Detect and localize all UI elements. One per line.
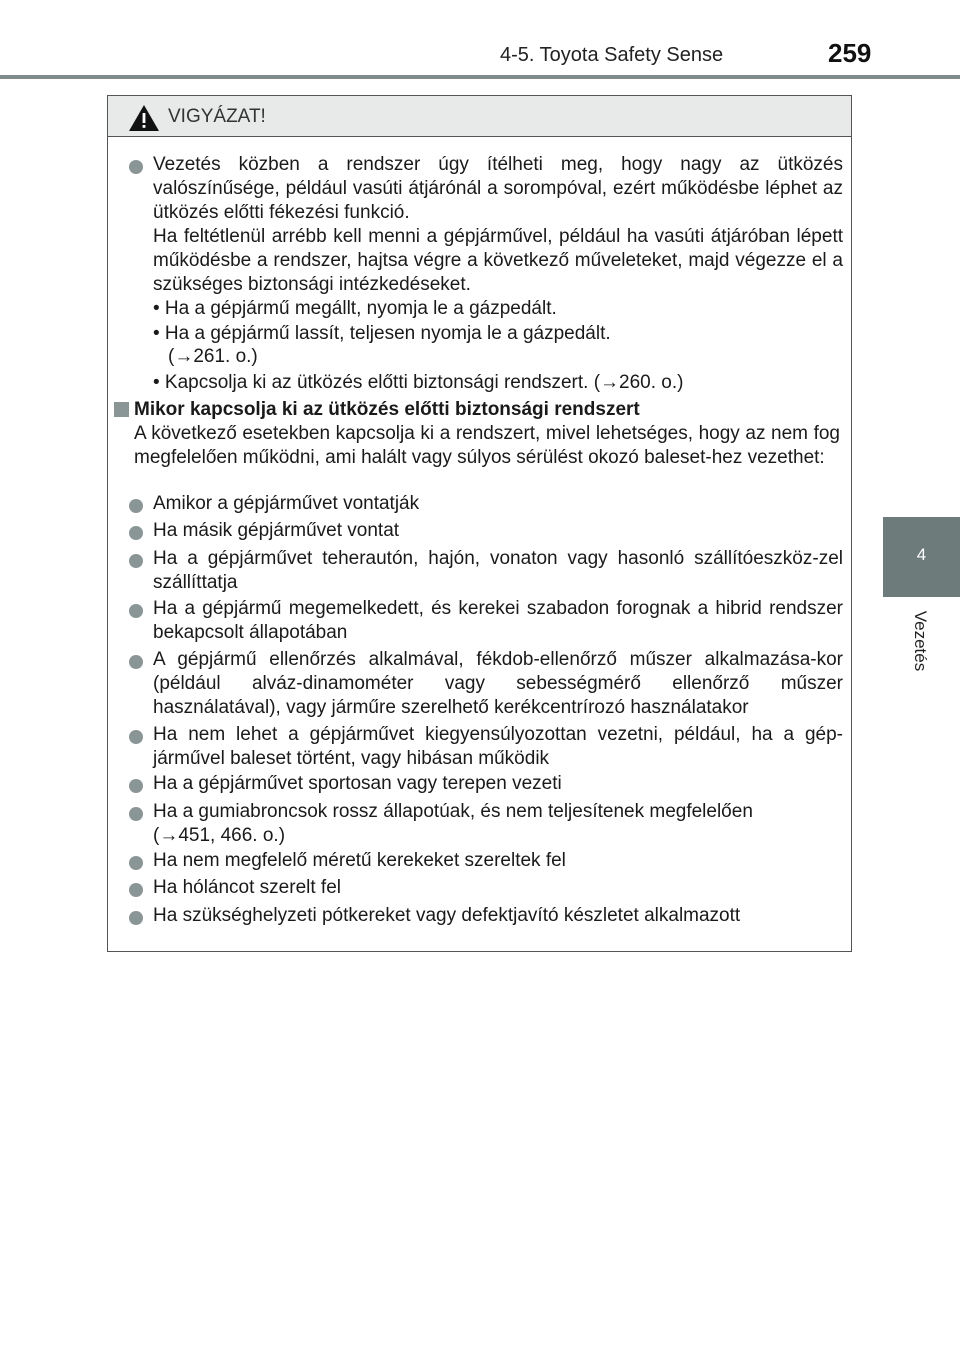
intro-paragraph-1: Vezetés közben a rendszer úgy ítélheti meg, hogy nagy az ütközés valószínűsége, például vasúti átjárónál a sorompóval, ezért működésbe léphet az ütközés előtti fékezési funkció. xyxy=(153,154,843,223)
list-item: Ha másik gépjárművet vontat xyxy=(153,520,400,541)
list-item: A gépjármű ellenőrzés alkalmával, fékdob-ellenőrző műszer alkalmazása-kor (például alváz-dinamométer vagy sebességmérő ellenőrző műszer használatával), vagy járműre szerelhető kerékcentrírozó használatakor xyxy=(153,649,843,718)
chapter-tab xyxy=(883,517,960,597)
bullet-icon xyxy=(129,160,143,174)
bullet-icon xyxy=(129,554,143,568)
bullet-icon xyxy=(129,807,143,821)
bullet-icon xyxy=(129,883,143,897)
bullet-icon xyxy=(129,499,143,513)
dash-item: (→261. o.) xyxy=(168,346,258,367)
section-title: 4-5. Toyota Safety Sense xyxy=(500,44,724,66)
section-heading: Mikor kapcsolja ki az ütközés előtti biztonsági rendszert xyxy=(134,399,640,420)
list-item: Ha a gumiabroncsok rossz állapotúak, és nem teljesítenek megfelelően (→451, 466. o.) xyxy=(153,801,753,846)
bullet-icon xyxy=(129,526,143,540)
bullet-icon xyxy=(129,655,143,669)
warning-box xyxy=(107,95,852,952)
dash-item: • Kapcsolja ki az ütközés előtti biztonsági rendszert. (→260. o.) xyxy=(153,372,684,393)
bullet-icon xyxy=(129,604,143,618)
section-body: A következő esetekben kapcsolja ki a rendszert, mivel lehetséges, hogy az nem fog megfelelően működni, ami halált vagy súlyos sérülést okozó baleset-hez vezethet: xyxy=(134,423,840,468)
list-item: Ha hóláncot szerelt fel xyxy=(153,877,341,898)
list-item: Ha a gépjármű megemelkedett, és kerekei szabadon forognak a hibrid rendszer bekapcsolt állapotában xyxy=(153,598,843,643)
list-item: Ha szükséghelyzeti pótkereket vagy defektjavító készletet alkalmazott xyxy=(153,905,741,926)
chapter-number: 4 xyxy=(916,545,927,564)
bullet-icon xyxy=(129,779,143,793)
warning-triangle-icon xyxy=(128,104,160,132)
dash-item: • Ha a gépjármű lassít, teljesen nyomja le a gázpedált. xyxy=(153,323,611,344)
header-rule xyxy=(0,75,960,79)
dash-item: • Ha a gépjármű megállt, nyomja le a gázpedált. xyxy=(153,298,557,319)
list-item: Ha nem megfelelő méretű kerekeket szereltek fel xyxy=(153,850,566,871)
chapter-label: Vezetés xyxy=(911,610,930,672)
intro-paragraph-2: Ha feltétlenül arrébb kell menni a gépjárművel, például ha vasúti átjáróban lépett működésbe a rendszer, hajtsa végre a következő műveleteket, majd végezze el a szükséges biztonsági intézkedéseket. xyxy=(153,226,843,295)
list-item: Ha a gépjárművet teherautón, hajón, vonaton vagy hasonló szállítóeszköz-zel szállíttatja xyxy=(153,548,843,593)
section-square-icon xyxy=(114,402,129,417)
warning-header xyxy=(108,96,851,137)
list-item: Amikor a gépjárművet vontatják xyxy=(153,493,420,514)
list-item: Ha nem lehet a gépjárművet kiegyensúlyozottan vezetni, például, ha a gép-járművel baleset történt, vagy hibásan működik xyxy=(153,724,843,769)
page-number: 259 xyxy=(828,38,872,68)
bullet-icon xyxy=(129,911,143,925)
warning-title: VIGYÁZAT! xyxy=(168,106,266,127)
bullet-icon xyxy=(129,730,143,744)
list-item: Ha a gépjárművet sportosan vagy terepen vezeti xyxy=(153,773,562,794)
bullet-icon xyxy=(129,856,143,870)
